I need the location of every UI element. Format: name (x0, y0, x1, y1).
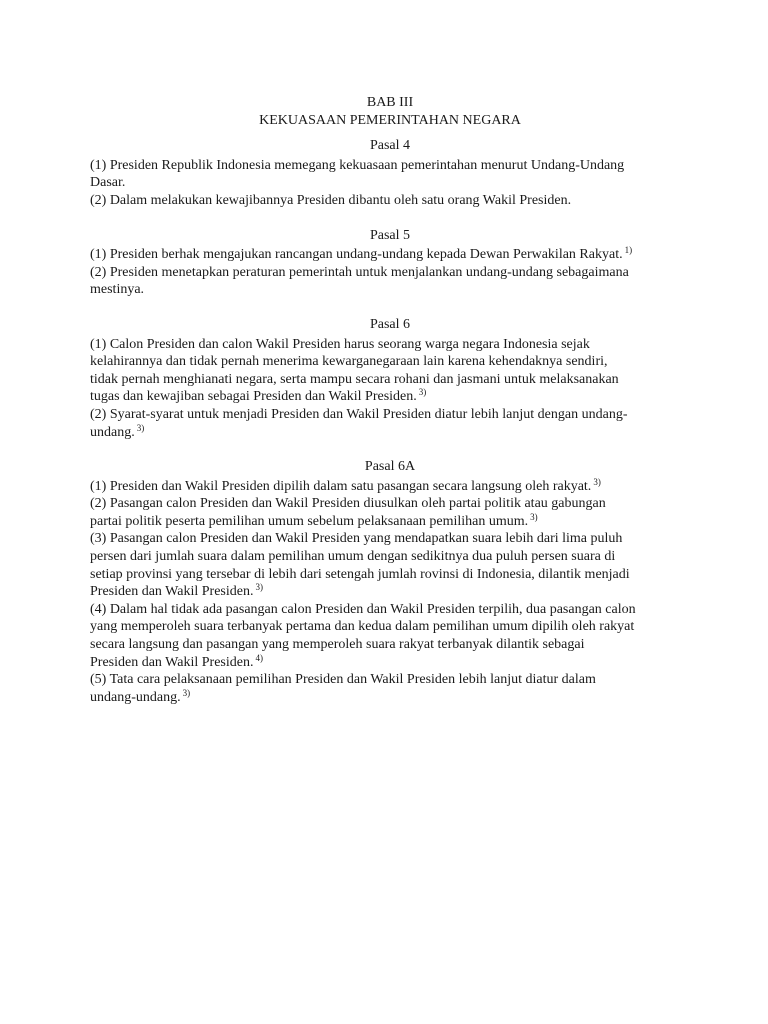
paragraph-line: (2) Syarat-syarat untuk menjadi Presiden dan Wakil Presiden diatur lebih lanjut dengan undang- (90, 406, 628, 422)
footnote-marker: 3) (182, 687, 191, 698)
document-page (90, 94, 690, 706)
article-paragraph (90, 530, 690, 600)
footnote-marker: 3) (593, 476, 601, 487)
paragraph-line: tidak pernah menghianati negara, serta mampu secara rohani dan jasmani untuk melaksanakan (90, 371, 619, 387)
paragraph-line: persen dari jumlah suara dalam pemilihan umum dengan sedikitnya dua puluh persen suara di (90, 549, 616, 565)
article-title: Pasal 4 (369, 138, 411, 154)
article-paragraph (90, 601, 690, 671)
article-paragraph (90, 336, 690, 406)
article-section (90, 316, 690, 441)
article-title: Pasal 5 (369, 227, 411, 243)
footnote-marker: 1) (624, 245, 633, 256)
paragraph-line: (2) Pasangan calon Presiden dan Wakil Presiden diusulkan oleh partai politik atau gabungan (90, 496, 606, 512)
article-paragraph (90, 495, 690, 530)
paragraph-line: setiap provinsi yang tersebar di lebih dari setengah jumlah rovinsi di Indonesia, dilantik menjadi (90, 566, 630, 582)
article-title: Pasal 6A (364, 459, 416, 475)
article-paragraph (90, 192, 690, 210)
chapter-heading: BAB III (366, 95, 414, 110)
paragraph-line: (1) Presiden berhak mengajukan rancangan undang-undang kepada Dewan Perwakilan Rakyat. $^{1)}$ (90, 245, 633, 263)
article-paragraph (90, 157, 690, 192)
paragraph-line: undang. $^{3)}$ (90, 422, 145, 440)
paragraph-line: Dasar. (90, 175, 126, 191)
article-paragraph (90, 264, 690, 299)
paragraph-line: mestinya. (90, 282, 145, 298)
paragraph-line: Presiden dan Wakil Presiden. $^{4)}$ (90, 652, 263, 670)
footnote-marker: 3) (418, 387, 427, 398)
paragraph-line: (3) Pasangan calon Presiden dan Wakil Presiden yang mendapatkan suara lebih dari lima puluh (90, 531, 623, 547)
article-paragraph (90, 478, 690, 496)
paragraph-line: (1) Calon Presiden dan calon Wakil Presiden harus seorang warga negara Indonesia sejak (90, 336, 590, 352)
article-paragraph (90, 406, 690, 441)
footnote-marker: 3) (530, 511, 538, 522)
footnote-marker: 4) (255, 652, 263, 663)
paragraph-line: tugas dan kewajiban sebagai Presiden dan Wakil Presiden. $^{3)}$ (90, 387, 427, 405)
paragraph-line: kelahirannya dan tidak pernah menerima kewarganegaraan lain karena kehendaknya sendiri, (90, 354, 608, 370)
paragraph-line: (4) Dalam hal tidak ada pasangan calon Presiden dan Wakil Presiden terpilih, dua pasangan calon (90, 601, 636, 617)
paragraph-line: (2) Dalam melakukan kewajibannya Presiden dibantu oleh satu orang Wakil Presiden. (90, 192, 572, 208)
paragraph-line: (1) Presiden dan Wakil Presiden dipilih dalam satu pasangan secara langsung oleh rakyat. $^{3)}$ (90, 476, 601, 494)
paragraph-line: (2) Presiden menetapkan peraturan pemerintah untuk menjalankan undang-undang sebagaimana (90, 264, 629, 280)
paragraph-line: yang memperoleh suara terbanyak pertama dan kedua dalam pemilihan umum dipilih oleh rakyat (90, 619, 635, 635)
article-section (90, 227, 690, 299)
article-paragraph (90, 246, 690, 264)
article-section (90, 137, 690, 209)
sections-container (90, 137, 690, 706)
paragraph-line: partai politik peserta pemilihan umum sebelum pelaksanaan pemilihan umum. $^{3)}$ (90, 511, 538, 529)
article-section (90, 458, 690, 706)
article-paragraph (90, 671, 690, 706)
paragraph-line: undang-undang. $^{3)}$ (90, 687, 191, 705)
paragraph-line: secara langsung dan pasangan yang memperoleh suara rakyat terbanyak dilantik sebagai (90, 637, 585, 653)
chapter-title: KEKUASAAN PEMERINTAHAN NEGARA (259, 112, 521, 128)
paragraph-line: (5) Tata cara pelaksanaan pemilihan Presiden dan Wakil Presiden lebih lanjut diatur dalam (90, 672, 596, 688)
footnote-marker: 3) (136, 422, 145, 433)
paragraph-line: (1) Presiden Republik Indonesia memegang kekuasaan pemerintahan menurut Undang-Undang (90, 157, 625, 173)
footnote-marker: 3) (255, 582, 263, 593)
paragraph-line: Presiden dan Wakil Presiden. $^{3)}$ (90, 582, 263, 600)
article-title: Pasal 6 (369, 316, 411, 332)
